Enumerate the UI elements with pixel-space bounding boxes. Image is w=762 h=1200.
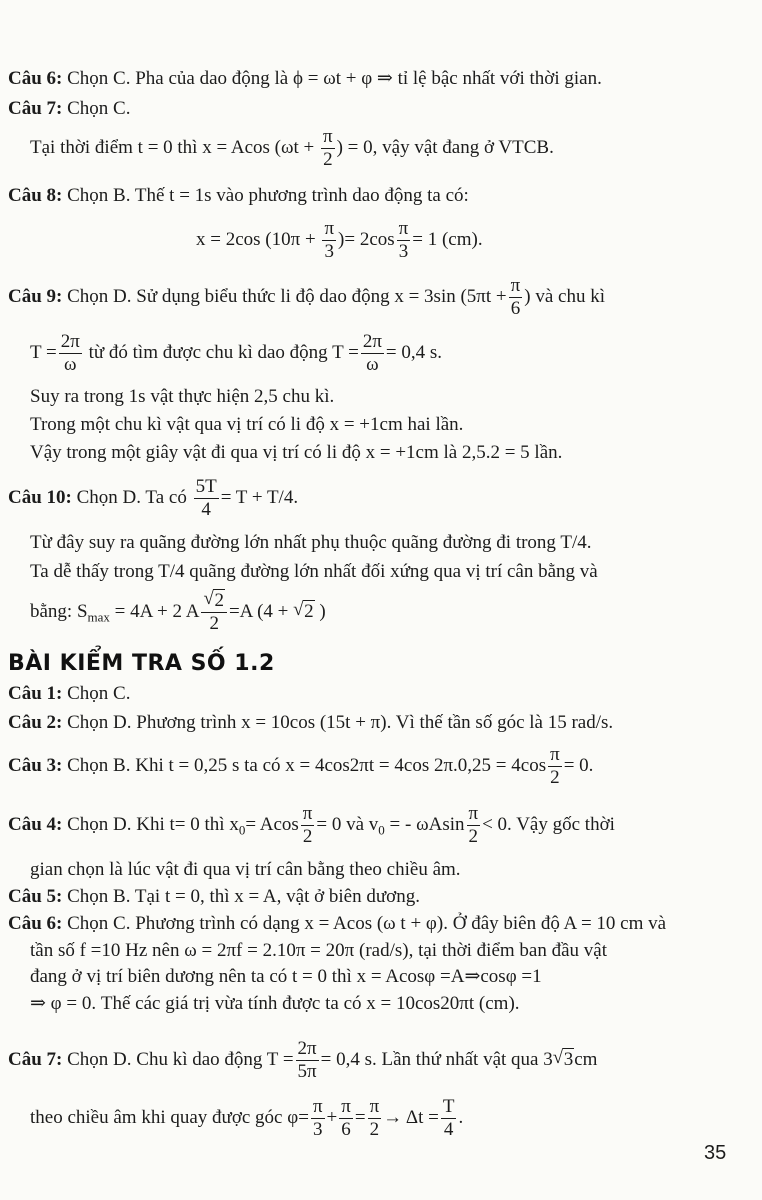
- equation-text: ): [314, 600, 326, 622]
- answer-text: = Acos: [245, 813, 299, 835]
- question-label: Câu 4:: [8, 813, 63, 835]
- q5-line: [8, 886, 420, 908]
- denominator: 5π: [297, 1061, 317, 1082]
- question-label: Câu 6:: [8, 68, 63, 89]
- numerator: T: [442, 1096, 455, 1117]
- q7-equation: theo chiều âm khi quay được góc φ= $\frac{\pi}{3}$ + $\frac{\pi}{6}$ = $\frac{\pi}{2}$ → Δt = $\frac{T}{4}$ .: [30, 1096, 464, 1140]
- c9-text-line: Suy ra trong 1s vật thực hiện 2,5 chu kì.: [30, 386, 335, 407]
- c7a-line: [8, 98, 130, 120]
- fraction: [296, 1038, 319, 1083]
- numerator: π: [398, 218, 409, 239]
- denominator: 2: [550, 767, 560, 788]
- answer-text: Chọn B. Thế t = 1s vào phương trình dao động ta có:: [62, 185, 469, 206]
- equation-text: T =: [30, 341, 57, 363]
- equation-text: .: [458, 1106, 464, 1128]
- q4-line: [8, 803, 615, 848]
- equation-text: theo chiều âm khi quay được góc φ=: [30, 1106, 309, 1128]
- question-label: Câu 8:: [8, 185, 63, 206]
- numerator: [201, 590, 227, 613]
- answer-text: = 0.: [563, 754, 594, 776]
- section-heading: BÀI KIỂM TRA SỐ 1.2: [8, 651, 275, 676]
- answer-text: < 0. Vậy gốc thời: [482, 813, 615, 835]
- sqrt-symbol: √ 3: [552, 1046, 574, 1070]
- subscript: max: [87, 609, 110, 625]
- q3-line: [8, 744, 593, 789]
- answer-text: Chọn B. Tại t = 0, thì x = A, vật ở biên dương.: [62, 886, 420, 907]
- c9-line: [8, 275, 605, 320]
- q7-line: [8, 1038, 597, 1083]
- question-label: Câu 7:: [8, 1048, 63, 1070]
- answer-text: cm: [574, 1048, 598, 1070]
- page-number: 35: [704, 1142, 727, 1164]
- answer-text: = 0 và v: [316, 813, 379, 835]
- denominator: 4: [443, 1119, 454, 1140]
- answer-text: = - ωAsin: [384, 813, 465, 835]
- equation-text: x = 2cos (10π +: [196, 228, 321, 250]
- fraction: [361, 331, 384, 376]
- equation-text: Tại thời điểm t = 0 thì x = Acos (ωt +: [30, 136, 320, 158]
- subscript: 0: [238, 822, 246, 838]
- denominator: 3: [398, 241, 409, 262]
- question-label: Câu 9:: [8, 285, 63, 307]
- denominator: 2: [209, 613, 219, 634]
- answer-text: Chọn C.: [62, 683, 131, 704]
- c9-text-line: Trong một chu kì vật qua vị trí có li độ x = +1cm hai lần.: [30, 414, 464, 435]
- fraction: [59, 331, 82, 376]
- answer-text: Chọn B. Khi t = 0,25 s ta có x = 4cos2πt = 4cos 2π.0,25 = 4cos: [62, 754, 547, 776]
- c8-line: [8, 185, 469, 207]
- numerator: π: [324, 218, 335, 239]
- question-label: Câu 5:: [8, 886, 63, 907]
- numerator: 5T: [195, 476, 217, 497]
- fraction: [201, 590, 227, 635]
- question-label: Câu 2:: [8, 712, 63, 733]
- question-label: Câu 6:: [8, 913, 63, 934]
- c8-equation: [196, 218, 483, 263]
- denominator: 2: [323, 149, 333, 170]
- denominator: 2: [302, 826, 313, 847]
- c10-text-line: Từ đây suy ra quãng đường lớn nhất phụ thuộc quãng đường đi trong T/4.: [30, 532, 592, 553]
- denominator: 2: [369, 1119, 380, 1140]
- fraction: [368, 1096, 382, 1141]
- sqrt-symbol: √ 2: [293, 598, 314, 622]
- c7a-equation: [30, 126, 554, 171]
- numerator: π: [369, 1096, 380, 1117]
- fraction: [339, 1096, 353, 1141]
- fraction: [321, 126, 335, 171]
- equation-text: bằng: S: [30, 600, 88, 622]
- answer-text: Chọn C.: [62, 98, 131, 119]
- numerator: 2π: [297, 1038, 317, 1059]
- denominator: ω: [64, 354, 77, 375]
- q2-line: [8, 712, 613, 734]
- q4-text-line: gian chọn là lúc vật đi qua vị trí cân bằng theo chiều âm.: [30, 859, 461, 880]
- numerator: π: [550, 744, 560, 765]
- fraction: [509, 275, 523, 320]
- q6-text-line: ⇒ φ = 0. Thế các giá trị vừa tính được ta có x = 10cos20πt (cm).: [30, 993, 520, 1014]
- fraction: [467, 803, 481, 848]
- c6a-line: [8, 68, 602, 90]
- denominator: 2: [468, 826, 479, 847]
- equation-text: )= 2cos: [338, 228, 395, 250]
- question-label: Câu 10:: [8, 486, 72, 508]
- fraction: [194, 476, 219, 521]
- numerator: π: [302, 803, 313, 824]
- q1-line: [8, 683, 130, 705]
- answer-text: = T + T/4.: [220, 486, 299, 508]
- numerator: 2π: [362, 331, 382, 352]
- question-label: Câu 3:: [8, 754, 63, 776]
- numerator: π: [510, 275, 521, 296]
- c10-text-line: Ta dễ thấy trong T/4 quãng đường lớn nhất đối xứng qua vị trí cân bằng và: [30, 561, 598, 582]
- equation-text: từ đó tìm được chu kì dao động T =: [83, 341, 359, 363]
- answer-text: Chọn D. Ta có: [71, 486, 192, 508]
- equation-text: → Δt =: [383, 1106, 439, 1128]
- c10-equation: [30, 590, 326, 635]
- fraction: [311, 1096, 325, 1141]
- fraction: [441, 1096, 457, 1141]
- q6-text-line: tần số f =10 Hz nên ω = 2πf = 2.10π = 20π (rad/s), tại thời điểm ban đầu vật: [30, 940, 607, 961]
- denominator: 6: [341, 1119, 351, 1140]
- denominator: 4: [201, 499, 211, 520]
- fraction: [322, 218, 336, 263]
- denominator: 3: [312, 1119, 323, 1140]
- answer-text: = 0,4 s. Lần thứ nhất vật qua 3: [320, 1048, 553, 1070]
- sqrt-symbol: √ 2: [203, 588, 224, 611]
- answer-text: Chọn D. Phương trình x = 10cos (15t + π). Vì thế tần số góc là 15 rad/s.: [62, 712, 614, 733]
- numerator: π: [468, 803, 479, 824]
- denominator: 3: [324, 241, 334, 262]
- subscript: 0: [378, 822, 385, 838]
- answer-text: Chọn D. Khi t= 0 thì x: [62, 813, 239, 835]
- answer-text: ) và chu kì: [524, 285, 605, 307]
- answer-text: Chọn C. Phương trình có dạng x = Acos (ω t + φ). Ở đây biên độ A = 10 cm và: [62, 913, 667, 934]
- answer-text: Chọn D. Sử dụng biểu thức li độ dao động x = 3sin (5πt +: [62, 285, 507, 307]
- fraction: [301, 803, 315, 848]
- q6-line: [8, 913, 666, 935]
- answer-text: Chọn D. Chu kì dao động T =: [62, 1048, 294, 1070]
- question-label: Câu 7:: [8, 98, 63, 119]
- equation-text: = 1 (cm).: [412, 228, 483, 250]
- fraction: [397, 218, 411, 263]
- equation-text: = 0,4 s.: [385, 341, 443, 363]
- equation-text: = 4A + 2 A: [109, 600, 200, 622]
- c9-equation: [30, 331, 442, 376]
- numerator: π: [323, 126, 333, 147]
- denominator: 6: [510, 298, 521, 319]
- numerator: π: [312, 1096, 323, 1117]
- numerator: 2π: [60, 331, 80, 352]
- q6-text-line: đang ở vị trí biên dương nên ta có t = 0 thì x = Acosφ =A⇒cosφ =1: [30, 966, 542, 987]
- equation-text: ) = 0, vậy vật đang ở VTCB.: [336, 136, 554, 158]
- fraction: [548, 744, 562, 789]
- answer-text: Chọn C. Pha của dao động là ϕ = ωt + φ ⇒ tỉ lệ bậc nhất với thời gian.: [62, 68, 602, 89]
- question-label: Câu 1:: [8, 683, 63, 704]
- numerator: π: [341, 1096, 351, 1117]
- c9-text-line: Vậy trong một giây vật đi qua vị trí có li độ x = +1cm là 2,5.2 = 5 lần.: [30, 442, 563, 463]
- denominator: ω: [366, 354, 379, 375]
- equation-text: =A (4 +: [228, 600, 294, 622]
- c10-line: [8, 476, 298, 521]
